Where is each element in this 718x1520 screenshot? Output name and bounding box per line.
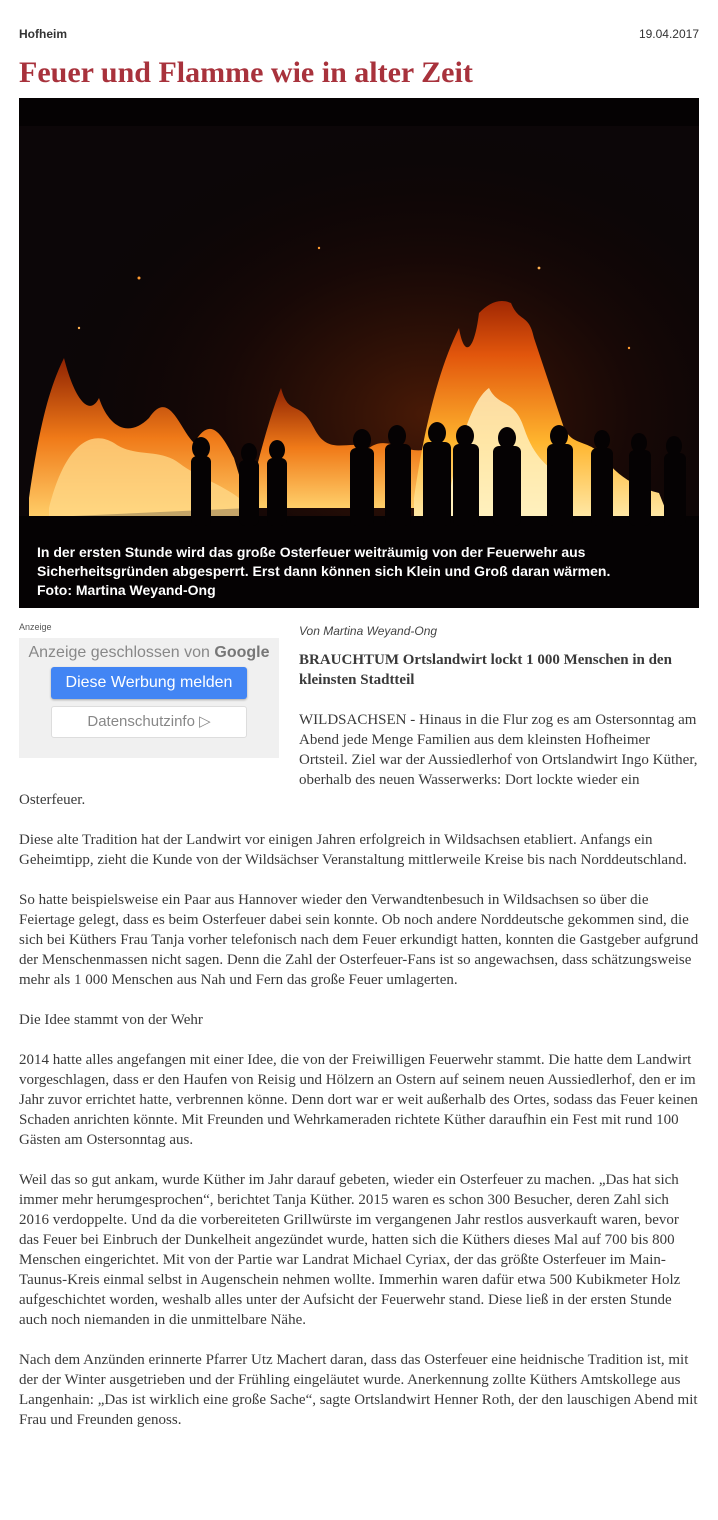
article-subheading: Die Idee stammt von der Wehr [19,1012,203,1028]
article-paragraph: WILDSACHSEN - Hinaus in die Flur zog es am Ostersonntag am Abend jede Menge Familien aus dem kleinsten Hofheimer Ortsteil. Ziel war der Aussiedlerhof von Ortslandwirt Ingo Küther, oberhalb des neuen Wasserwerks: Dort lockte wieder ein Osterfeuer. [19,712,698,808]
author-byline: Von Martina Weyand-Ong [299,624,438,638]
article-paragraph: So hatte beispielsweise ein Paar aus Hannover wieder den Verwandtenbesuch in Wildsachsen so über die Feiertage gelegt, dass es beim Osterfeuer dabei sein konnte. Ob noch andere Norddeutsche gekommen sind, die sich bei Küthers Frau Tanja vorher telefonisch nach dem Feuer erkundigt hatten, konnten die Gastgeber aufgrund der Menschenmassen nicht sagen. Denn die Zahl der Osterfeuer-Fans ist so angewachsen, dass schätzungsweise mehr als 1 000 Menschen aus Nah und Fern das große Feuer umlagerten. [19,892,699,988]
article-body [19,650,699,1450]
publish-date: 19.04.2017 [638,27,699,41]
photo-credit: Foto: Martina Weyand-Ong [37,582,216,598]
article-photo[interactable] [19,98,699,608]
article-lead: BRAUCHTUM Ortslandwirt lockt 1 000 Menschen in den kleinsten Stadtteil [299,652,672,688]
ad-float-spacer [19,650,299,778]
article-paragraph: Diese alte Tradition hat der Landwirt vor einigen Jahren erfolgreich in Wildsachsen etabliert. Anfangs ein Geheimtipp, zieht die Kunde von der Wildsächser Veranstaltung mittlerweile Kreise bis nach Norddeutschland. [19,832,687,868]
article-paragraph: 2014 hatte alles angefangen mit einer Idee, die von der Freiwilligen Feuerwehr stammt. Die hatte dem Landwirt vorgeschlagen, dass er den Haufen von Reisig und Hölzern an Ostern auf seinem neuen Aussiedlerhof, den er im Jahr zuvor errichtet hatte, verbrennen könne. Denn dort war er weit außerhalb des Ortes, sodass das Feuer keinen Schaden anrichten könnte. Mit Freunden und Wehrkameraden richtete Küther daraufhin ein Fest mit rund 100 Gästen am Ostersonntag aus. [19,1052,698,1148]
meta-row [19,27,699,41]
ressort-label[interactable]: Hofheim [19,27,67,41]
report-ad-button[interactable]: Diese Werbung melden [51,667,247,699]
caption-line: In der ersten Stunde wird das große Osterfeuer weiträumig von der Feuerwehr aus [37,544,586,560]
article-paragraph: Nach dem Anzünden erinnerte Pfarrer Utz Machert daran, dass das Osterfeuer eine heidnische Tradition ist, mit der der Winter ausgetrieben und der Frühling eingeläutet wurde. Anerkennung zollte Küthers Amtskollege aus Langenhain: „Das ist wirklich eine große Sache“, sagte Ortslandwirt Henner Roth, der den lauschigen Abend mit Frau und Freunden genoss. [19,1352,698,1428]
photo-caption [37,543,687,600]
ad-label: Anzeige [19,622,52,632]
privacy-info-button[interactable]: Datenschutzinfo ▷ [51,706,247,738]
caption-line: Sicherheitsgründen abgesperrt. Erst dann können sich Klein und Groß daran wärmen. [37,563,611,579]
fire-image [19,98,699,608]
page-title: Feuer und Flamme wie in alter Zeit [19,56,473,89]
ad-closed-label: Anzeige geschlossen von [28,644,210,661]
article-paragraph: Weil das so gut ankam, wurde Küther im Jahr darauf gebeten, wieder ein Osterfeuer zu machen. „Das hat sich immer mehr herumgesprochen“, berichtet Tanja Küther. 2015 waren es schon 300 Besucher, deren Zahl sich 2016 verdoppelte. Und da die vorbereiteten Grillwürste im vergangenen Jahr restlos ausverkauft waren, bevor das Feuer bei Einbruch der Dunkelheit angezündet wurde, hatten sich die Küthers dieses Mal auf 700 bis 800 Menschen eingerichtet. Mit von der Partie war Landrat Michael Cyriax, der das größte Osterfeuer im Main-Taunus-Kreis einmal selbst in Augenschein nehmen wollte. Immerhin waren dafür etwa 500 Kubikmeter Holz aufgeschichtet worden, weshalb alles unter der Aufsicht der Feuerwehr stand. Diese ließ in der ersten Stunde auch noch niemanden in die unmittelbare Nähe. [19,1172,681,1328]
google-logo: Google [214,644,270,661]
